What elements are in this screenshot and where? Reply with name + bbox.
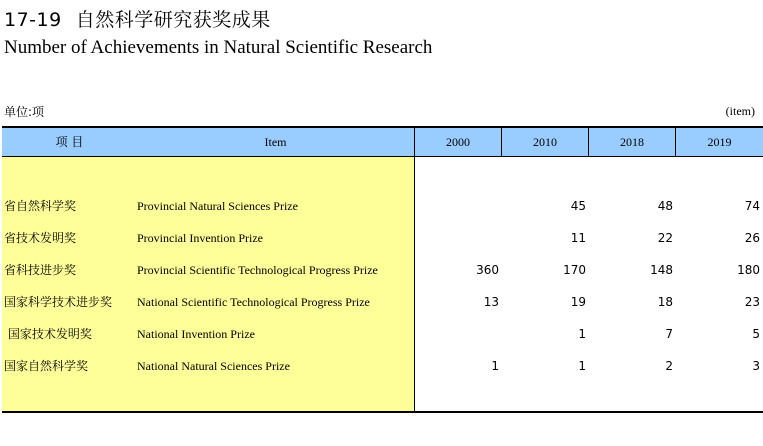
table-row xyxy=(2,260,763,280)
value-2018: 48 xyxy=(657,199,673,213)
table-row xyxy=(2,292,763,312)
header-divider xyxy=(588,128,589,156)
value-2000: 1 xyxy=(491,359,499,373)
header-year-2010: 2010 xyxy=(533,135,557,149)
value-2019: 74 xyxy=(744,199,760,213)
value-2018: 7 xyxy=(665,327,673,341)
value-2010: 1 xyxy=(578,327,586,341)
unit-label-cn: 单位:项 xyxy=(4,105,45,119)
value-2018: 18 xyxy=(657,295,673,309)
value-2010: 170 xyxy=(563,263,586,277)
table-row xyxy=(2,228,763,248)
row-label-cn: 省自然科学奖 xyxy=(4,199,77,213)
row-label-en: Provincial Invention Prize xyxy=(137,231,263,245)
row-label-en: Provincial Natural Sciences Prize xyxy=(137,199,298,213)
value-2019: 3 xyxy=(752,359,760,373)
value-2018: 22 xyxy=(657,231,673,245)
row-label-en: National Natural Sciences Prize xyxy=(137,359,290,373)
value-2018: 2 xyxy=(665,359,673,373)
value-2000: 13 xyxy=(483,295,499,309)
table-row xyxy=(2,196,763,216)
title-cn-text: 自然科学研究获奖成果 xyxy=(75,9,271,31)
header-divider xyxy=(675,128,676,156)
row-label-cn: 省技术发明奖 xyxy=(4,231,77,245)
row-label-en: National Invention Prize xyxy=(137,327,255,341)
table-number: 17-19 xyxy=(4,9,62,31)
row-label-cn: 国家自然科学奖 xyxy=(4,359,89,373)
row-label-cn: 省科技进步奖 xyxy=(4,263,77,277)
top-rule xyxy=(2,126,763,128)
row-label-cn: 国家技术发明奖 xyxy=(4,327,92,341)
value-2018: 148 xyxy=(650,263,673,277)
table-row xyxy=(2,324,763,344)
value-2010: 19 xyxy=(570,295,586,309)
row-label-en: Provincial Scientific Technological Progress Prize xyxy=(137,263,378,277)
table-row xyxy=(2,356,763,376)
value-2019: 180 xyxy=(737,263,760,277)
header-item-cn: 项 目 xyxy=(55,135,84,149)
header-item-en: Item xyxy=(264,135,287,149)
value-2000: 360 xyxy=(476,263,499,277)
value-2019: 23 xyxy=(744,295,760,309)
table-title-en: Number of Achievements in Natural Scientific Research xyxy=(4,37,433,58)
table-header xyxy=(2,128,763,157)
unit-label-en: (item) xyxy=(725,104,755,118)
value-2010: 45 xyxy=(570,199,586,213)
row-label-en: National Scientific Technological Progress Prize xyxy=(137,295,370,309)
header-year-2019: 2019 xyxy=(707,135,732,149)
value-2010: 11 xyxy=(570,231,586,245)
row-label-cn: 国家科学技术进步奖 xyxy=(4,295,113,309)
bottom-rule xyxy=(2,411,763,413)
header-year-2018: 2018 xyxy=(620,135,644,149)
header-year-2000: 2000 xyxy=(446,135,470,149)
table-title-cn xyxy=(4,5,271,32)
value-2010: 1 xyxy=(578,359,586,373)
value-2019: 5 xyxy=(752,327,760,341)
header-divider xyxy=(501,128,502,156)
data-table xyxy=(2,126,763,413)
value-2019: 26 xyxy=(744,231,760,245)
